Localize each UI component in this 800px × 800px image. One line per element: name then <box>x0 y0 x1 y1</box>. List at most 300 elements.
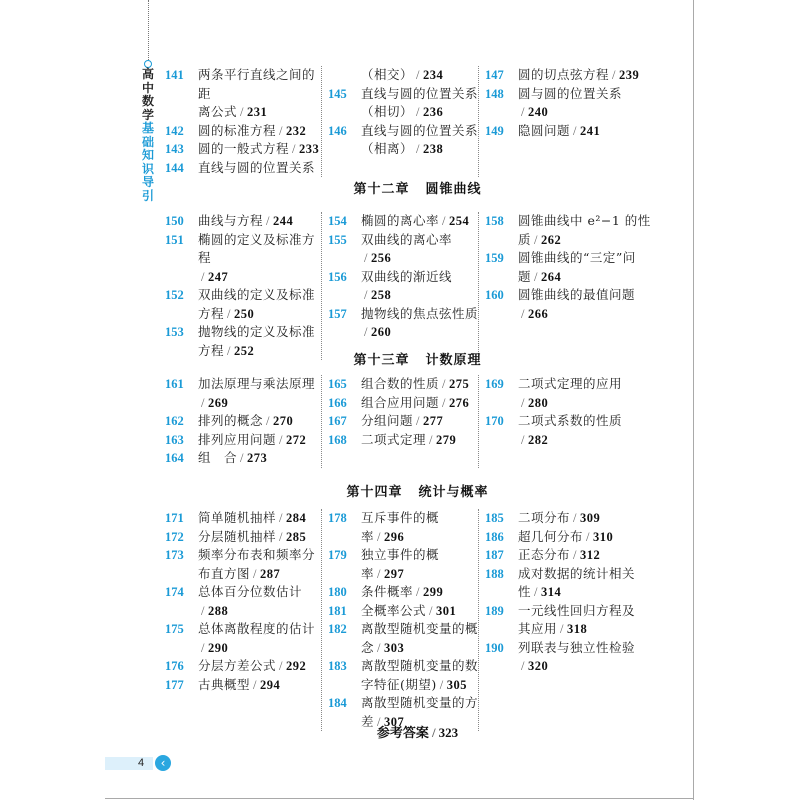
entry-title: 椭圆的离心率 / 254 <box>361 213 470 228</box>
entry-title: 二项式系数的性质 <box>518 413 623 428</box>
toc-entry[interactable] <box>328 546 478 583</box>
entry-number <box>165 268 198 287</box>
toc-entry[interactable] <box>328 602 478 621</box>
entry-number <box>328 676 361 695</box>
entry-title <box>518 103 670 122</box>
entry-number: 185 <box>485 511 504 525</box>
entry-title: 字特征(期望) / 305 <box>361 676 467 692</box>
entry-title: 方程 / 252 <box>198 342 255 358</box>
toc-entry[interactable] <box>165 565 321 584</box>
toc-column-2 <box>321 212 478 360</box>
entry-title: 二项分布 / 309 <box>518 510 601 525</box>
entry-title: 差 / 307 <box>361 713 405 729</box>
entry-title: 念 / 303 <box>361 639 405 655</box>
entry-number <box>485 583 518 602</box>
entry-title: 直线与圆的位置关系 <box>198 159 316 175</box>
toc-entry[interactable] <box>485 249 670 268</box>
entry-number: 159 <box>485 251 504 265</box>
toc-entry[interactable] <box>165 140 321 159</box>
entry-number: 165 <box>328 377 347 391</box>
toc-entry[interactable] <box>328 431 478 450</box>
entry-number: 166 <box>328 395 347 410</box>
chapter-number: 第十四章 <box>346 485 403 500</box>
entry-title: 总体离散程度的估计 <box>198 621 316 636</box>
entry-title: 分层方差公式 / 292 <box>198 658 307 673</box>
entry-number: 183 <box>328 659 347 673</box>
entry-page: 270 <box>273 414 294 428</box>
toc-entry[interactable] <box>328 412 478 431</box>
toc-entry[interactable] <box>165 103 321 122</box>
chapter-name: 统计与概率 <box>418 485 489 500</box>
toc-entry[interactable] <box>485 85 670 104</box>
separator: / <box>201 640 205 655</box>
entry-title <box>198 602 321 621</box>
toc-entry[interactable] <box>165 66 321 103</box>
chevron-left-icon[interactable]: ‹ <box>155 755 171 771</box>
entry-number <box>165 602 198 621</box>
separator: / <box>521 395 525 410</box>
entry-title: 圆锥曲线的“三定”问 <box>518 250 636 265</box>
entry-number: 153 <box>165 325 184 339</box>
entry-title: 组合数的性质 / 275 <box>361 376 470 391</box>
entry-title <box>198 394 321 413</box>
toc-entry[interactable] <box>165 620 321 639</box>
toc-entry[interactable] <box>165 323 321 342</box>
toc-entry[interactable] <box>165 212 321 231</box>
answers-page: 323 <box>438 725 459 740</box>
toc-entry[interactable] <box>165 431 321 450</box>
entry-number: 152 <box>165 288 184 302</box>
entry-number <box>328 140 361 159</box>
toc-entry[interactable] <box>165 375 321 394</box>
entry-page: 241 <box>580 123 601 138</box>
separator: / <box>279 511 283 525</box>
entry-page: 231 <box>247 105 268 119</box>
entry-page: 233 <box>299 142 320 156</box>
toc-entry[interactable] <box>485 268 670 287</box>
toc-entry[interactable] <box>328 85 478 104</box>
toc-column-1 <box>165 375 321 468</box>
entry-number: 178 <box>328 511 347 525</box>
toc-entry[interactable] <box>485 602 670 621</box>
toc-entry[interactable] <box>165 394 321 413</box>
entry-number: 182 <box>328 622 347 636</box>
entry-title: 排列应用问题 / 272 <box>198 431 307 447</box>
entry-page: 266 <box>527 306 549 321</box>
entry-page: 320 <box>527 659 549 673</box>
entry-page: 256 <box>370 251 392 265</box>
separator: / <box>227 343 231 358</box>
entry-title: 圆的切点弦方程 / 239 <box>518 67 640 82</box>
toc-entry[interactable] <box>485 657 670 676</box>
chapter-heading-13 <box>165 349 670 368</box>
toc-entry[interactable] <box>165 657 321 676</box>
entry-number: 149 <box>485 123 504 138</box>
entry-page: 314 <box>541 585 562 599</box>
separator: / <box>431 725 436 740</box>
toc-entry[interactable] <box>165 231 321 268</box>
separator: / <box>253 677 257 692</box>
entry-title: 离公式 / 231 <box>198 104 268 119</box>
entry-number <box>328 286 361 305</box>
entry-page: 272 <box>286 432 307 447</box>
toc-entry[interactable] <box>328 231 478 250</box>
toc-column-3 <box>478 212 670 360</box>
entry-number: 180 <box>328 585 347 599</box>
toc-entry[interactable] <box>485 66 670 85</box>
entry-title: （相离） / 238 <box>361 141 444 156</box>
toc-entry[interactable] <box>328 140 478 159</box>
entry-title: 双曲线的离心率 <box>361 231 453 247</box>
separator: / <box>253 566 257 581</box>
entry-number <box>485 657 518 676</box>
toc-entry[interactable] <box>328 249 478 268</box>
entry-page: 287 <box>260 566 281 581</box>
entry-title: （相交） / 234 <box>361 67 444 82</box>
entry-number: 148 <box>485 86 504 101</box>
toc-entry[interactable] <box>485 639 670 658</box>
entry-page: 296 <box>384 529 405 544</box>
entry-title: 总体百分位数估计 <box>198 584 303 599</box>
separator: / <box>279 529 283 544</box>
entry-number <box>485 394 518 413</box>
separator: / <box>442 377 446 391</box>
entry-number: 162 <box>165 414 184 428</box>
entry-title: 正态分布 / 312 <box>518 547 601 562</box>
entry-title: 二项式定理 / 279 <box>361 431 457 447</box>
entry-page: 252 <box>234 343 255 358</box>
answers-entry[interactable] <box>165 722 670 741</box>
entry-number: 171 <box>165 511 184 525</box>
separator: / <box>416 68 420 82</box>
entry-page: 236 <box>423 105 444 119</box>
book-title-part1: 高中数学 <box>141 67 154 122</box>
separator: / <box>521 432 525 447</box>
separator: / <box>416 142 420 156</box>
toc-entry[interactable] <box>328 212 478 231</box>
toc-section-ch14 <box>165 509 670 731</box>
separator: / <box>266 414 270 428</box>
toc-column-2 <box>321 375 478 468</box>
entry-number <box>165 305 198 324</box>
entry-title: 分组问题 / 277 <box>361 413 444 428</box>
entry-page: 307 <box>384 714 405 729</box>
entry-title: 成对数据的统计相关 <box>518 565 636 581</box>
entry-page: 318 <box>567 622 588 636</box>
entry-page: 262 <box>541 232 562 247</box>
entry-title <box>198 639 321 658</box>
entry-number: 160 <box>485 288 504 302</box>
toc-entry[interactable] <box>328 694 478 713</box>
entry-title: 二项式定理的应用 <box>518 376 623 391</box>
entry-title: 圆与圆的位置关系 <box>518 85 623 101</box>
separator: / <box>534 585 538 599</box>
separator: / <box>416 414 420 428</box>
entry-number: 186 <box>485 529 504 544</box>
entry-number: 143 <box>165 142 184 156</box>
entry-title: 频率分布表和频率分 <box>198 547 316 562</box>
entry-number: 158 <box>485 214 504 228</box>
entry-title: 简单随机抽样 / 284 <box>198 510 307 525</box>
separator: / <box>266 214 270 228</box>
toc-entry[interactable] <box>485 509 670 528</box>
entry-page: 301 <box>436 603 457 618</box>
toc-entry[interactable] <box>328 509 478 546</box>
entry-number: 190 <box>485 640 504 655</box>
separator: / <box>377 529 381 544</box>
toc-entry[interactable] <box>328 620 478 639</box>
entry-title: 抛物线的焦点弦性质 <box>361 305 479 321</box>
toc-entry[interactable] <box>165 639 321 658</box>
toc-entry[interactable] <box>485 583 670 602</box>
entry-page: 258 <box>370 288 392 302</box>
toc-entry[interactable] <box>328 268 478 287</box>
entry-title: 曲线与方程 / 244 <box>198 213 294 228</box>
toc-entry[interactable] <box>165 528 321 547</box>
entry-title <box>518 394 670 413</box>
entry-title: 质 / 262 <box>518 231 562 247</box>
entry-number <box>485 103 518 122</box>
entry-title: 直线与圆的位置关系 <box>361 122 479 138</box>
separator: / <box>201 603 205 618</box>
toc-entry[interactable] <box>485 528 670 547</box>
entry-number: 155 <box>328 232 347 247</box>
separator: / <box>586 529 590 544</box>
toc-entry[interactable] <box>485 231 670 250</box>
entry-number <box>485 431 518 450</box>
entry-title <box>361 286 478 305</box>
entry-title: 其应用 / 318 <box>518 621 588 636</box>
separator: / <box>279 659 283 673</box>
entry-number: 164 <box>165 451 184 465</box>
entry-number: 189 <box>485 603 504 618</box>
toc-column-1 <box>165 509 321 731</box>
entry-number: 173 <box>165 548 184 562</box>
toc-entry[interactable] <box>328 676 478 695</box>
toc-entry[interactable] <box>485 286 670 305</box>
entry-title: 列联表与独立性检验 <box>518 639 636 655</box>
entry-title: 互斥事件的概率 / 296 <box>361 510 440 544</box>
toc-column-2 <box>321 509 478 731</box>
entry-number <box>485 305 518 324</box>
separator: / <box>521 306 525 321</box>
entry-number <box>165 639 198 658</box>
separator: / <box>573 123 577 138</box>
entry-page: 285 <box>286 529 307 544</box>
entry-title: 条件概率 / 299 <box>361 584 444 599</box>
chapter-name: 圆锥曲线 <box>425 182 482 197</box>
separator: / <box>442 214 446 228</box>
entry-title <box>518 657 670 676</box>
toc-entry[interactable] <box>328 66 478 85</box>
toc-entry[interactable] <box>328 122 478 141</box>
toc-column-3 <box>478 375 670 468</box>
toc-section-ch11-cont <box>165 66 670 177</box>
separator: / <box>521 105 525 119</box>
entry-number: 170 <box>485 414 504 428</box>
separator: / <box>560 622 564 636</box>
entry-title: 椭圆的定义及标准方程 <box>198 231 316 265</box>
separator: / <box>240 451 244 465</box>
entry-number: 181 <box>328 603 347 618</box>
entry-number: 184 <box>328 696 347 710</box>
chapter-number: 第十三章 <box>353 353 410 368</box>
toc-entry[interactable] <box>328 286 478 305</box>
separator: / <box>416 585 420 599</box>
entry-page: 238 <box>423 142 444 156</box>
toc-entry[interactable] <box>485 431 670 450</box>
toc-entry[interactable] <box>165 509 321 528</box>
page-border-right <box>693 0 694 800</box>
entry-page: 299 <box>423 585 444 599</box>
toc-entry[interactable] <box>485 412 670 431</box>
entry-page: 269 <box>207 395 229 410</box>
separator: / <box>227 306 231 321</box>
entry-page: 232 <box>286 123 307 138</box>
toc-entry[interactable] <box>485 394 670 413</box>
entry-number: 147 <box>485 68 504 82</box>
separator: / <box>612 68 616 82</box>
entry-page: 244 <box>273 214 294 228</box>
entry-page: 254 <box>449 214 470 228</box>
entry-title: 题 / 264 <box>518 268 562 284</box>
toc-entry[interactable] <box>328 394 478 413</box>
toc-entry[interactable] <box>165 268 321 287</box>
toc-entry[interactable] <box>165 286 321 305</box>
toc-section-ch12 <box>165 212 670 360</box>
entry-number: 141 <box>165 68 184 82</box>
entry-page: 250 <box>234 306 255 321</box>
entry-number: 188 <box>485 566 504 581</box>
toc-entry[interactable] <box>485 375 670 394</box>
toc-section-ch13 <box>165 375 670 468</box>
answers-label: 参考答案 <box>376 726 429 741</box>
toc-entry[interactable] <box>485 620 670 639</box>
entry-page: 264 <box>541 269 562 284</box>
toc-entry[interactable] <box>328 305 478 324</box>
entry-page: 310 <box>593 529 614 544</box>
entry-page: 280 <box>527 395 549 410</box>
separator: / <box>201 269 205 284</box>
toc-entry[interactable] <box>165 546 321 565</box>
book-title-vertical <box>141 68 155 203</box>
entry-page: 273 <box>247 451 268 465</box>
entry-page: 312 <box>580 548 601 562</box>
toc-entry[interactable] <box>328 583 478 602</box>
entry-title: 排列的概念 / 270 <box>198 413 294 428</box>
toc-column-1 <box>165 66 321 177</box>
entry-title: 组 合 / 273 <box>198 450 268 465</box>
entry-number: 169 <box>485 377 504 391</box>
entry-title: 圆的一般式方程 / 233 <box>198 141 320 156</box>
entry-title: 组合应用问题 / 276 <box>361 394 470 410</box>
toc-entry[interactable] <box>485 103 670 122</box>
entry-title: 独立事件的概率 / 297 <box>361 547 440 581</box>
entry-title: 圆锥曲线中 e²−1 的性 <box>518 213 651 228</box>
entry-number: 174 <box>165 585 184 599</box>
entry-title: 双曲线的定义及标准 <box>198 287 316 302</box>
toc-column-3 <box>478 509 670 731</box>
entry-number <box>328 66 361 85</box>
toc-entry[interactable] <box>165 412 321 431</box>
entry-title: 圆锥曲线的最值问题 <box>518 287 636 302</box>
entry-number: 144 <box>165 160 184 175</box>
entry-number: 150 <box>165 214 184 228</box>
separator: / <box>534 269 538 284</box>
separator: / <box>201 395 205 410</box>
toc-entry[interactable] <box>165 122 321 141</box>
entry-number <box>165 394 198 413</box>
chapter-name: 计数原理 <box>425 353 482 368</box>
toc-entry[interactable] <box>485 305 670 324</box>
toc-entry[interactable] <box>485 212 670 231</box>
toc-entry[interactable] <box>328 375 478 394</box>
toc-entry[interactable] <box>165 602 321 621</box>
entry-title: 一元线性回归方程及 <box>518 602 636 618</box>
toc-entry[interactable] <box>485 546 670 565</box>
toc-entry[interactable] <box>328 657 478 676</box>
entry-number <box>485 231 518 250</box>
entry-number: 179 <box>328 548 347 562</box>
entry-number: 172 <box>165 529 184 544</box>
separator: / <box>279 123 283 138</box>
book-title-part2: 基础知识导引 <box>141 121 154 203</box>
toc-entry[interactable] <box>485 122 670 141</box>
separator: / <box>279 432 283 447</box>
separator: / <box>377 640 381 655</box>
entry-page: 303 <box>384 640 405 655</box>
toc-entry[interactable] <box>165 676 321 695</box>
entry-title: 方程 / 250 <box>198 305 255 321</box>
toc-entry[interactable] <box>328 323 478 342</box>
toc-entry[interactable] <box>328 639 478 658</box>
entry-number <box>485 620 518 639</box>
toc-column-2 <box>321 66 478 177</box>
entry-title: 离散型随机变量的方 <box>361 695 479 710</box>
toc-column-3 <box>478 66 670 177</box>
separator: / <box>364 325 368 339</box>
toc-entry[interactable] <box>165 305 321 324</box>
entry-page: 247 <box>207 269 229 284</box>
entry-page: 260 <box>370 325 392 339</box>
separator: / <box>439 677 444 692</box>
entry-title: 性 / 314 <box>518 584 562 599</box>
entry-number: 154 <box>328 214 347 228</box>
entry-page: 279 <box>436 432 457 447</box>
toc-entry[interactable] <box>165 449 321 468</box>
toc-entry[interactable] <box>165 583 321 602</box>
toc-entry[interactable] <box>165 159 321 178</box>
toc-entry[interactable] <box>328 103 478 122</box>
entry-title <box>361 323 478 342</box>
entry-page: 297 <box>384 566 405 581</box>
entry-number <box>165 103 198 122</box>
toc-entry[interactable] <box>485 565 670 584</box>
entry-title: 离散型随机变量的概 <box>361 621 479 636</box>
entry-number <box>485 268 518 287</box>
entry-title: 分层随机抽样 / 285 <box>198 528 307 544</box>
entry-number: 177 <box>165 677 184 692</box>
entry-title <box>361 249 478 268</box>
entry-page: 234 <box>423 68 444 82</box>
entry-page: 240 <box>527 105 549 119</box>
entry-page: 239 <box>619 68 640 82</box>
entry-title <box>198 268 321 287</box>
entry-number: 168 <box>328 432 347 447</box>
entry-title: 两条平行直线之间的距 <box>198 67 316 101</box>
chapter-number: 第十二章 <box>353 182 410 197</box>
entry-title: 圆的标准方程 / 232 <box>198 122 307 138</box>
